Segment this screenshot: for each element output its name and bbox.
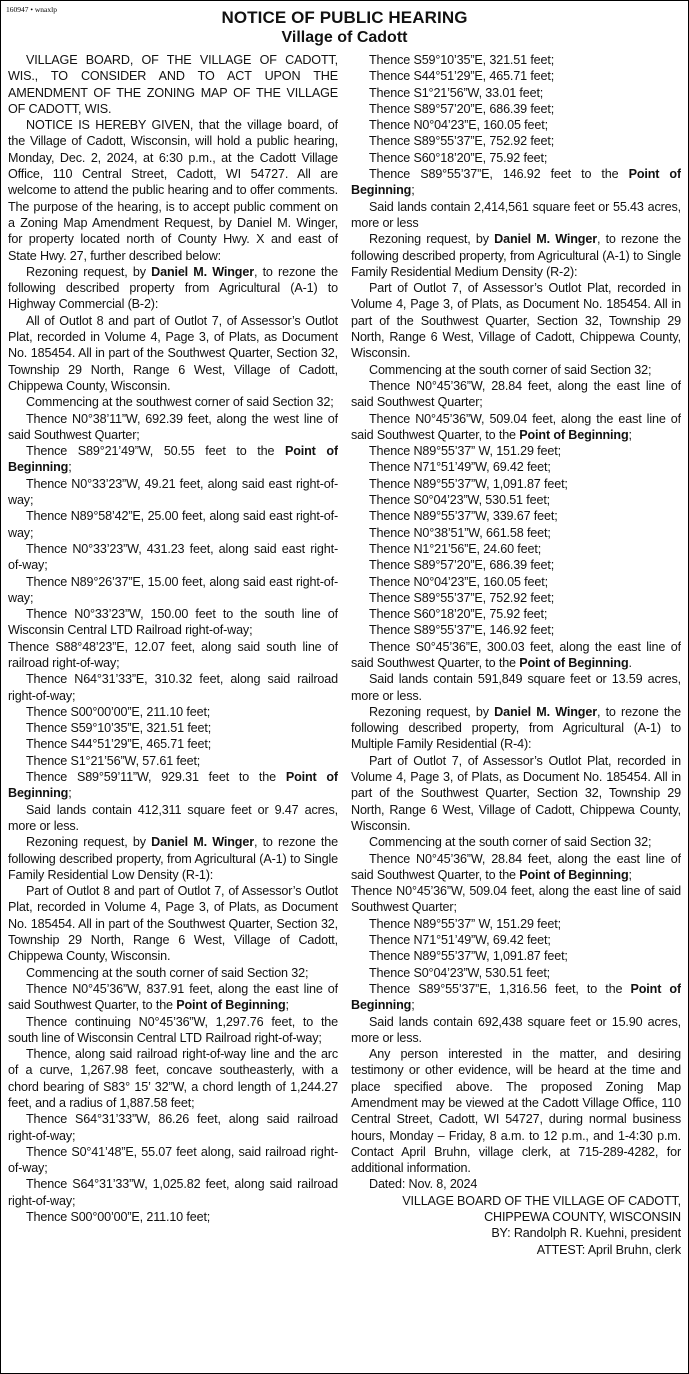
paragraph-text: Thence N0°04’23”E, 160.05 feet;: [369, 574, 548, 589]
paragraph: [351, 508, 681, 524]
paragraph-text: Part of Outlot 8 and part of Outlot 7, of Assessor’s Outlot Plat, recorded in Volume 4, Page 3, of Plats, as Document No. 185454. All in part of the Southwest Quarter, Section 32, Township 29 North, Range 6 West, Village of Cadott, Chippewa County, Wisconsin.: [8, 884, 338, 964]
bold-text: Daniel M. Winger: [151, 264, 254, 279]
bold-text: Daniel M. Winger: [494, 704, 597, 719]
paragraph: [8, 639, 338, 672]
paragraph-text: Thence S59°10’35”E, 321.51 feet;: [369, 53, 555, 67]
paragraph: [8, 52, 338, 117]
paragraph-text: Said lands contain 591,849 square feet or 13.59 acres, more or less.: [351, 672, 681, 703]
paragraph: [351, 965, 681, 981]
paragraph-text: Thence continuing N0°45’36”W, 1,297.76 feet, to the south line of Wisconsin Central LTD Railroad right-of-way;: [8, 1014, 338, 1045]
paragraph: [351, 52, 681, 68]
bold-text: Point of Beginning: [519, 427, 629, 442]
bold-text: Daniel M. Winger: [151, 835, 254, 850]
paragraph: [8, 736, 338, 752]
paragraph: [351, 948, 681, 964]
paragraph: [351, 492, 681, 508]
paragraph-text: Thence S89°57’20”E, 686.39 feet;: [369, 101, 555, 116]
notice-heading: [1, 1, 688, 47]
paragraph: [8, 704, 338, 720]
paragraph-text: ;: [411, 998, 415, 1013]
paragraph-text: Thence S89°55’37”E, 752.92 feet;: [369, 590, 555, 605]
paragraph-text: , to rezone the following described property, from Agricultural (A-1) to Single Family Residential Medium Density (R-2):: [351, 232, 681, 279]
bold-text: Point of Beginning: [519, 867, 629, 882]
paragraph-text: Thence N0°45’36”W, 28.84 feet, along the east line of said Southwest Quarter;: [351, 378, 681, 410]
paragraph-text: Rezoning request, by: [369, 232, 495, 247]
paragraph-text: Thence N89°26’37”E, 15.00 feet, along said east right-of-way;: [8, 574, 338, 605]
paragraph: [8, 1209, 338, 1225]
paragraph-text: Commencing at the southwest corner of said Section 32;: [26, 395, 334, 410]
paragraph-text: Thence N89°55’37”W, 1,091.87 feet;: [369, 476, 568, 491]
paragraph-text: Commencing at the south corner of said Section 32;: [26, 965, 309, 980]
paragraph: [8, 541, 338, 574]
paragraph: [351, 1242, 681, 1258]
paragraph: [8, 965, 338, 981]
paragraph-text: Thence S44°51’29”E, 465.71 feet;: [369, 69, 555, 84]
paragraph-text: Thence N0°45’36”W, 837.91 feet, along the east line of said Southwest Quarter, to the: [8, 981, 338, 1013]
paragraph: [351, 280, 681, 361]
paragraph: [351, 101, 681, 117]
paragraph-text: Thence S00°00’00”E, 211.10 feet;: [26, 1210, 211, 1225]
paragraph-text: Thence N89°58’42”E, 25.00 feet, along said east right-of-way;: [8, 509, 338, 540]
paragraph: [8, 476, 338, 509]
paragraph-text: Thence S89°55’37”E, 146.92 feet;: [369, 623, 555, 638]
paragraph-text: Said lands contain 2,414,561 square feet or 55.43 acres, more or less: [351, 199, 681, 230]
paragraph-text: Rezoning request, by: [26, 835, 152, 850]
paragraph-text: Thence S0°41’48”E, 55.07 feet along, said railroad right-of-way;: [8, 1144, 338, 1176]
paragraph: [351, 166, 681, 199]
paragraph: [351, 85, 681, 101]
paragraph-text: Thence S64°31’33”W, 86.26 feet, along said railroad right-of-way;: [8, 1112, 338, 1143]
paragraph-text: Part of Outlot 7, of Assessor’s Outlot Plat, recorded in Volume 4, Page 3, of Plats, as Document No. 185454. All in part of the Southwest Quarter, Section 32, Township 29 North, Range 6 West, Village of Cadott, Chippewa County, Wisconsin.: [351, 281, 681, 361]
paragraph-text: Thence N89°55’37” W, 151.29 feet;: [369, 916, 561, 931]
paragraph-text: VILLAGE BOARD OF THE VILLAGE OF CADOTT, CHIPPEWA COUNTY, WISCONSIN: [402, 1193, 681, 1225]
paragraph: [8, 574, 338, 607]
paragraph-text: Thence N0°33’23”W, 49.21 feet, along said east right-of-way;: [8, 476, 338, 508]
paragraph: [8, 117, 338, 264]
paragraph: [351, 362, 681, 378]
paragraph: [8, 802, 338, 835]
paragraph-text: Rezoning request, by: [369, 704, 495, 719]
paragraph: [8, 883, 338, 964]
paragraph: [351, 590, 681, 606]
paragraph: [351, 68, 681, 84]
paragraph: [8, 1176, 338, 1209]
paragraph-text: VILLAGE BOARD, OF THE VILLAGE OF CADOTT, WIS., TO CONSIDER AND TO ACT UPON THE AMENDMENT OF THE ZONING MAP OF THE VILLAGE OF CADOTT, WIS.: [8, 53, 338, 116]
paragraph-text: Thence N0°38’51”W, 661.58 feet;: [369, 525, 551, 540]
paragraph: [351, 753, 681, 834]
paragraph: [351, 476, 681, 492]
paragraph: [351, 443, 681, 459]
paragraph: [8, 394, 338, 410]
paragraph-text: , to rezone the following described property, from Agricultural (A-1) to Single Family Residential Low Density (R-1):: [8, 835, 338, 882]
paragraph-text: Thence N0°33’23”W, 150.00 feet to the south line of Wisconsin Central LTD Railroad right-of-way;: [8, 607, 338, 638]
paragraph-text: Thence S0°04’23”W, 530.51 feet;: [369, 965, 551, 980]
paragraph-text: ;: [411, 183, 415, 198]
paragraph: [351, 199, 681, 232]
paragraph-text: Said lands contain 412,311 square feet or 9.47 acres, more or less.: [8, 802, 338, 833]
paragraph-text: NOTICE IS HEREBY GIVEN, that the village board, of the Village of Cadott, Wisconsin, will hold a public hearing, Monday, Dec. 2, 2024, at 6:30 p.m., at the Cadott Village Office, 110 Central Street, Cadott, WI 54727. All are welcome to attend the public hearing and to offer comments. The purpose of the hearing, is to accept public comment on a Zoning Map Amendment Request, by Daniel M. Winger, for property located north of County Hwy. X and east of State Hwy. 27, further described below:: [8, 118, 338, 263]
paragraph-text: Thence N89°55’37” W, 151.29 feet;: [369, 444, 561, 459]
paragraph-text: Any person interested in the matter, and desiring testimony or other evidence, will be heard at the time and place specified above. The proposed Zoning Map Amendment may be viewed at the Cadott Village Office, 110 Central Street, Cadott, WI 54727, during normal business hours, Monday – Friday, 8 a.m. to 12 p.m., and 1-4:30 p.m. Contact April Bruhn, village clerk, at 715-289-4282, for additional information.: [351, 1047, 681, 1176]
bold-text: Point of Beginning: [519, 655, 629, 670]
paragraph-text: Thence S59°10’35”E, 321.51 feet;: [26, 721, 212, 736]
notice-title: NOTICE OF PUBLIC HEARING: [221, 8, 468, 27]
paragraph: [351, 704, 681, 753]
paragraph: [351, 525, 681, 541]
paragraph: [351, 1176, 681, 1192]
ad-code: 160947 • wnaxlp: [6, 5, 57, 14]
paragraph: [351, 622, 681, 638]
paragraph: [351, 916, 681, 932]
notice-body: [8, 52, 681, 1371]
paragraph-text: , to rezone the following described property, from Agricultural (A-1) to Multiple Family Residential (R-4):: [351, 704, 681, 752]
paragraph: [8, 508, 338, 541]
paragraph: [351, 378, 681, 411]
paragraph: [8, 1111, 338, 1144]
paragraph-text: Thence N0°04’23”E, 160.05 feet;: [369, 118, 548, 133]
paragraph-text: Thence S44°51’29”E, 465.71 feet;: [26, 737, 212, 752]
paragraph: [351, 541, 681, 557]
paragraph: [8, 753, 338, 769]
paragraph: [351, 150, 681, 166]
paragraph: [8, 1014, 338, 1047]
paragraph-text: Commencing at the south corner of said Section 32;: [369, 835, 652, 850]
paragraph: [351, 1225, 681, 1241]
left-column: [8, 52, 338, 1371]
paragraph-text: Thence S1°21’56”W, 33.01 feet;: [369, 85, 544, 100]
paragraph-text: Thence S0°45’36”E, 300.03 feet, along the east line of said Southwest Quarter, to the: [351, 639, 681, 670]
bold-text: Daniel M. Winger: [494, 232, 597, 247]
paragraph-text: Thence N0°33’23”W, 431.23 feet, along said east right-of-way;: [8, 541, 338, 573]
paragraph: [8, 313, 338, 394]
paragraph-text: BY: Randolph R. Kuehni, president: [491, 1226, 681, 1241]
paragraph-text: Thence S1°21’56”W, 57.61 feet;: [26, 753, 201, 768]
paragraph-text: Commencing at the south corner of said Section 32;: [369, 362, 652, 377]
paragraph-text: ;: [628, 427, 632, 442]
paragraph: [351, 834, 681, 850]
paragraph: [351, 1193, 681, 1226]
paragraph-text: Thence N0°45’36”W, 28.84 feet, along the east line of said Southwest Quarter, to the: [351, 851, 681, 882]
paragraph-text: Thence, along said railroad right-of-way line and the arc of a curve, 1,267.98 feet, concave southeasterly, with a chord bearing of S83° 15’ 32”W, a chord length of 1,244.27 feet, and a radius of 1,887.58 feet;: [8, 1047, 338, 1110]
paragraph-text: Part of Outlot 7, of Assessor’s Outlot Plat, recorded in Volume 4, Page 3, of Plats, as Document No. 185454. All in part of the Southwest Quarter, Section 32, Township 29 North, Range 6 West, Village of Cadott, Chippewa County, Wisconsin.: [351, 753, 681, 833]
paragraph: [351, 639, 681, 672]
paragraph: [351, 459, 681, 475]
paragraph-text: , to rezone the following described property from Agricultural (A-1) to Highway Commercial (B-2):: [8, 264, 338, 312]
bold-text: Point of Beginning: [351, 167, 681, 198]
paragraph: [351, 117, 681, 133]
paragraph: [351, 932, 681, 948]
paragraph-text: Thence S64°31’33”W, 1,025.82 feet, along said railroad right-of-way;: [8, 1177, 338, 1208]
bold-text: Point of Beginning: [8, 770, 338, 801]
paragraph: [351, 851, 681, 884]
notice-subtitle: Village of Cadott: [281, 29, 408, 46]
paragraph-text: All of Outlot 8 and part of Outlot 7, of Assessor’s Outlot Plat, recorded in Volume 4, Page 3, of Plats, as Document No. 185454. All in part of the Southwest Quarter, Section 32, Township 29 North, Range 6 West, Village of Cadott, Chippewa County, Wisconsin.: [8, 313, 338, 393]
paragraph-text: Thence S60°18’20”E, 75.92 feet;: [369, 607, 548, 622]
paragraph: [351, 411, 681, 444]
paragraph: [8, 1144, 338, 1177]
paragraph-text: .: [628, 655, 632, 670]
paragraph-text: Rezoning request, by: [26, 264, 152, 279]
paragraph-text: ;: [628, 867, 632, 882]
paragraph-text: Thence S00°00’00”E, 211.10 feet;: [26, 704, 211, 719]
paragraph: [8, 443, 338, 476]
paragraph-text: Thence N89°55’37”W, 1,091.87 feet;: [369, 949, 568, 964]
paragraph: [8, 1046, 338, 1111]
paragraph: [351, 231, 681, 280]
paragraph-text: Thence N89°55’37”W, 339.67 feet;: [369, 509, 558, 524]
paragraph: [351, 883, 681, 916]
paragraph-text: ;: [285, 998, 289, 1013]
paragraph-text: Thence S89°55’37”E, 146.92 feet to the: [369, 167, 629, 182]
paragraph: [8, 606, 338, 639]
paragraph-text: Thence N0°45’36”W, 509.04 feet, along the east line of said Southwest Quarter;: [351, 884, 681, 915]
paragraph-text: Thence S88°48’23”E, 12.07 feet, along said south line of railroad right-of-way;: [8, 639, 338, 670]
paragraph-text: Thence N64°31’33”E, 310.32 feet, along said railroad right-of-way;: [8, 672, 338, 703]
paragraph-text: ATTEST: April Bruhn, clerk: [536, 1242, 681, 1257]
paragraph: [8, 981, 338, 1014]
paragraph: [8, 671, 338, 704]
paragraph: [351, 1014, 681, 1047]
paragraph: [8, 769, 338, 802]
paragraph-text: Thence S89°55’37”E, 1,316.56 feet, to the: [369, 981, 631, 996]
paragraph: [351, 606, 681, 622]
paragraph-text: Thence S89°21’49”W, 50.55 feet to the: [26, 444, 285, 459]
paragraph-text: Thence N1°21’56”E, 24.60 feet;: [369, 541, 542, 556]
bold-text: Point of Beginning: [8, 444, 338, 475]
bold-text: Point of Beginning: [176, 998, 286, 1013]
paragraph-text: Thence S89°55’37”E, 752.92 feet;: [369, 134, 555, 149]
paragraph-text: Thence N0°45’36”W, 509.04 feet, along the east line of said Southwest Quarter, to the: [351, 411, 681, 442]
paragraph-text: Thence N71°51’49”W, 69.42 feet;: [369, 933, 551, 948]
paragraph: [351, 981, 681, 1014]
bold-text: Point of Beginning: [351, 981, 681, 1013]
paragraph: [8, 834, 338, 883]
paragraph: [351, 133, 681, 149]
paragraph: [8, 264, 338, 313]
paragraph-text: Thence S89°57’20”E, 686.39 feet;: [369, 558, 555, 573]
paragraph-text: ;: [68, 460, 72, 475]
paragraph-text: ;: [68, 786, 72, 801]
paragraph-text: Said lands contain 692,438 square feet or 15.90 acres, more or less.: [351, 1014, 681, 1045]
paragraph-text: Thence N71°51’49”W, 69.42 feet;: [369, 460, 551, 475]
paragraph: [8, 720, 338, 736]
paragraph-text: Thence N0°38’11”W, 692.39 feet, along the west line of said Southwest Quarter;: [8, 411, 338, 442]
paragraph-text: Thence S60°18’20”E, 75.92 feet;: [369, 150, 548, 165]
paragraph: [8, 411, 338, 444]
paragraph: [351, 671, 681, 704]
paragraph: [351, 1046, 681, 1176]
paragraph: [351, 557, 681, 573]
paragraph-text: Thence S89°59’11”W, 929.31 feet to the: [26, 770, 286, 785]
paragraph: [351, 574, 681, 590]
paragraph-text: Thence S0°04’23”W, 530.51 feet;: [369, 493, 551, 508]
paragraph-text: Dated: Nov. 8, 2024: [369, 1177, 478, 1192]
right-column: [351, 52, 681, 1371]
